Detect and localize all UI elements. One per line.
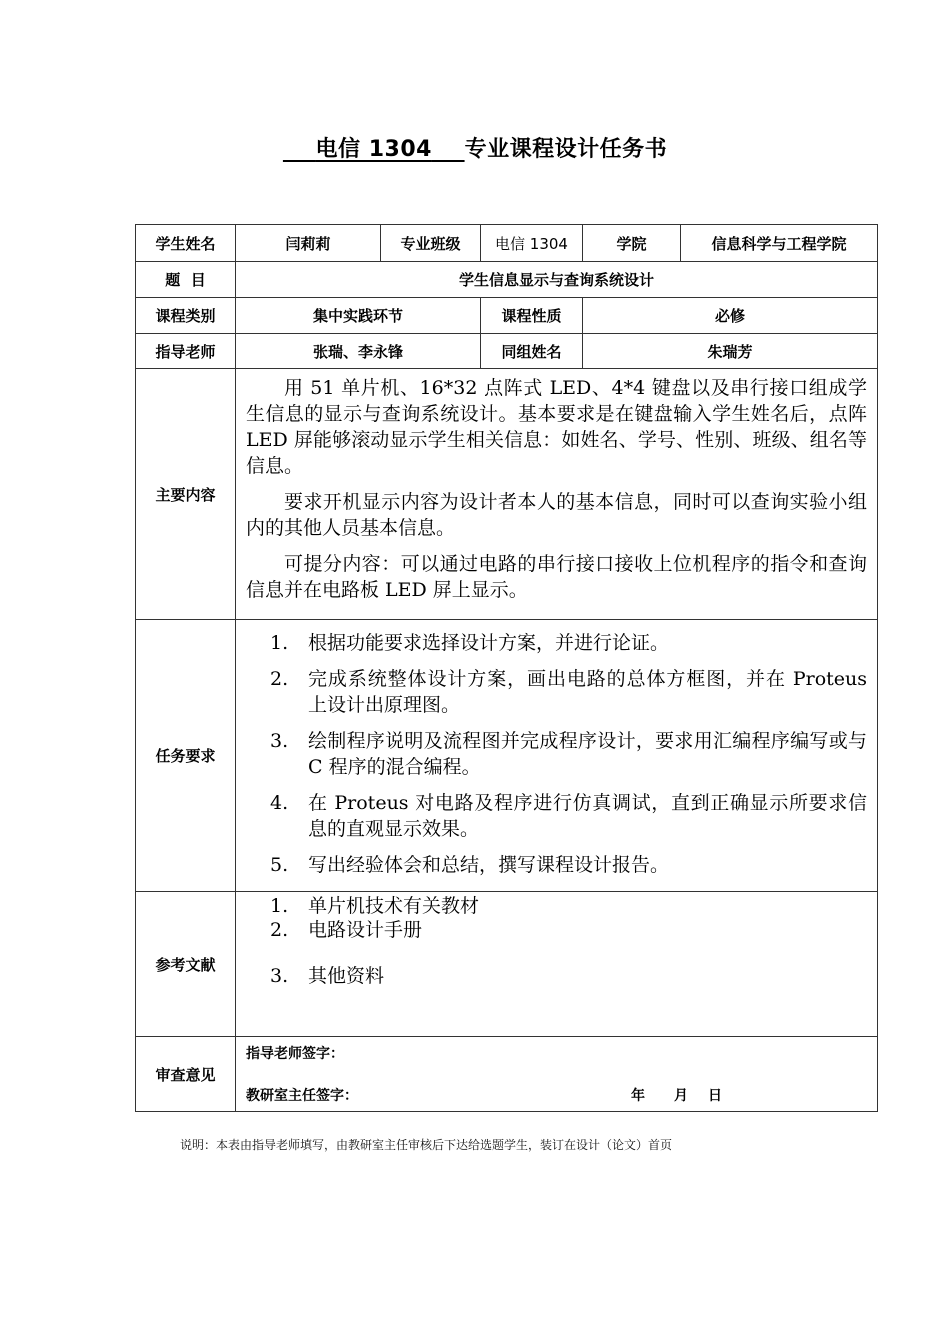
main-content-paragraph: 用 51 单片机、16*32 点阵式 LED、4*4 键盘以及串行接口组成学生信息的显示与查询系统设计。基本要求是在键盘输入学生姓名后，点阵 LED 屏能够滚动显示学生相关信息：如姓名、学号、性别、班级、组名等信息。	[246, 377, 868, 477]
task-item: 2. 完成系统整体设计方案，画出电路的总体方框图，并在 Proteus 上设计出原理图。	[270, 668, 868, 716]
title-class-underlined: 电信 1304	[315, 137, 432, 162]
director-signature-row	[246, 1085, 867, 1105]
date-month: 月	[674, 1088, 688, 1104]
group-value: 朱瑞芳	[583, 334, 878, 369]
date-year: 年	[631, 1088, 645, 1104]
director-signature-label: 教研室主任签字：	[246, 1088, 358, 1104]
topic-label: 题 目	[136, 262, 236, 298]
teacher-label: 指导老师	[136, 334, 236, 369]
task-list	[246, 630, 867, 878]
course-category-value: 集中实践环节	[236, 298, 481, 334]
main-content-paragraph: 要求开机显示内容为设计者本人的基本信息，同时可以查询实验小组内的其他人员基本信息。	[246, 491, 868, 539]
course-nature-value: 必修	[583, 298, 878, 334]
reference-item: 2. 电路设计手册	[270, 919, 423, 941]
student-name-label: 学生姓名	[136, 225, 236, 262]
review-label: 审查意见	[136, 1037, 236, 1112]
references-body	[236, 892, 878, 1037]
tasks-label: 任务要求	[136, 620, 236, 892]
group-label: 同组姓名	[481, 334, 583, 369]
college-label: 学院	[583, 225, 681, 262]
task-item: 3. 绘制程序说明及流程图并完成程序设计，要求用汇编程序编写或与 C 程序的混合编程。	[270, 730, 868, 778]
reference-item: 1. 单片机技术有关教材	[270, 895, 480, 917]
college-value: 信息科学与工程学院	[681, 225, 878, 262]
task-item: 1. 根据功能要求选择设计方案，并进行论证。	[270, 632, 670, 654]
teacher-value: 张瑞、李永锋	[236, 334, 481, 369]
course-nature-label: 课程性质	[481, 298, 583, 334]
class-label: 专业班级	[381, 225, 481, 262]
task-form-table	[135, 224, 878, 1112]
reference-item: 3. 其他资料	[270, 965, 385, 987]
main-content-paragraph: 可提分内容：可以通过电路的串行接口接收上位机程序的指令和查询信息并在电路板 LED 屏上显示。	[246, 553, 868, 601]
tasks-body	[236, 620, 878, 892]
topic-value: 学生信息显示与查询系统设计	[236, 262, 878, 298]
task-item: 5. 写出经验体会和总结，撰写课程设计报告。	[270, 854, 670, 876]
student-name-value: 闫莉莉	[236, 225, 381, 262]
task-item: 4. 在 Proteus 对电路及程序进行仿真调试，直到正确显示所要求信息的直观显示效果。	[270, 792, 868, 840]
date-day: 日	[708, 1088, 722, 1104]
title-rest: 专业课程设计任务书	[464, 137, 668, 162]
class-value: 电信 1304	[481, 225, 583, 262]
teacher-signature-label: 指导老师签字：	[246, 1046, 344, 1062]
footnote: 说明：本表由指导老师填写，由教研室主任审核后下达给选题学生，装订在设计（论文）首页	[180, 1138, 673, 1152]
references-label: 参考文献	[136, 892, 236, 1037]
review-body	[236, 1037, 878, 1112]
main-content-body	[236, 369, 878, 620]
main-content-label: 主要内容	[136, 369, 236, 620]
page-title	[0, 132, 950, 163]
course-category-label: 课程类别	[136, 298, 236, 334]
